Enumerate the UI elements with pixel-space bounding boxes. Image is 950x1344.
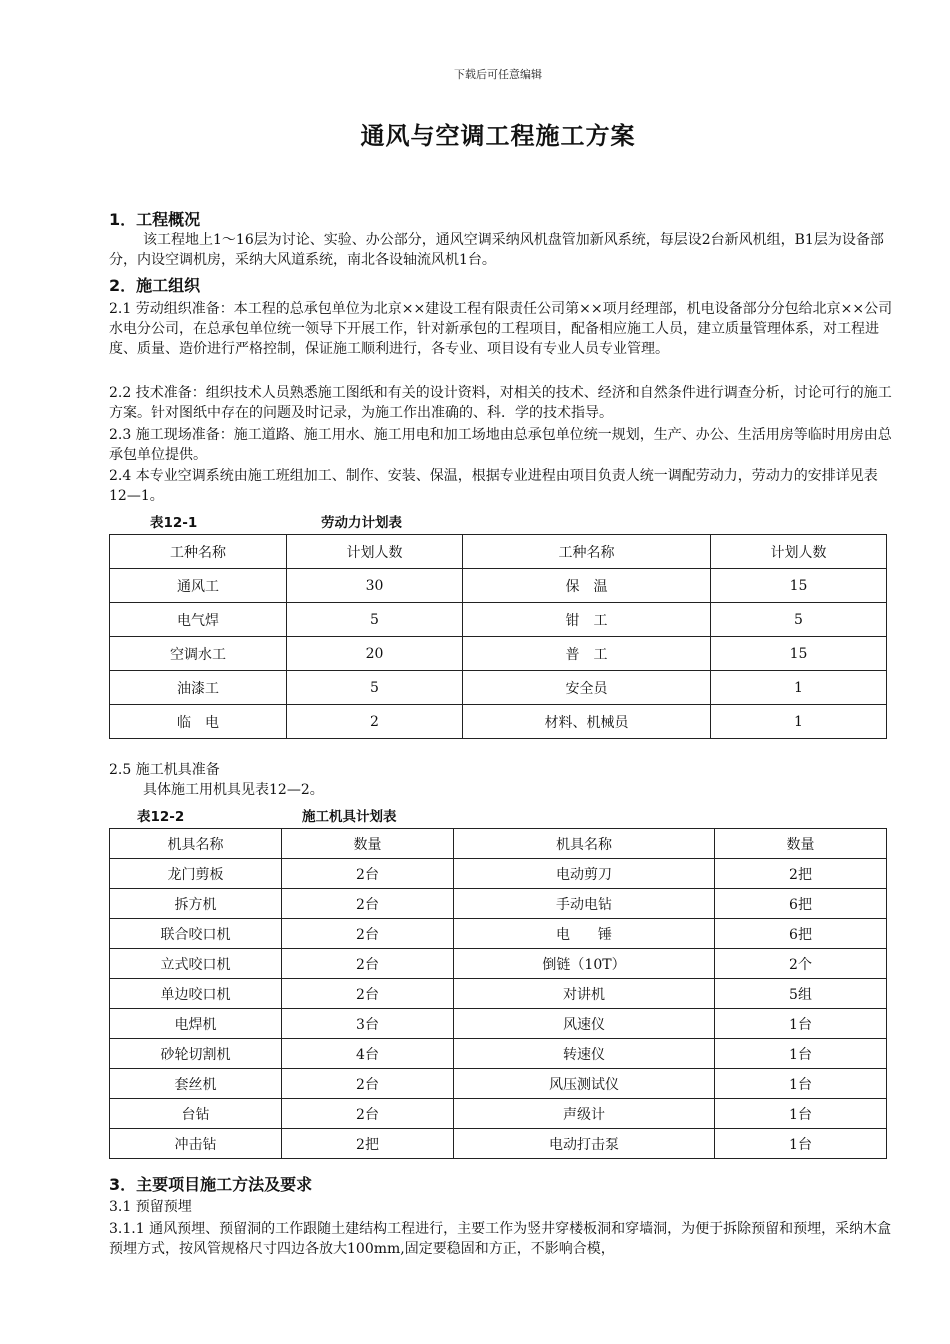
table-cell: 电 锤 bbox=[454, 919, 715, 949]
table-cell: 机具名称 bbox=[110, 829, 282, 859]
table-cell: 1 bbox=[711, 671, 887, 705]
table-row bbox=[110, 1129, 887, 1159]
table-cell: 2台 bbox=[282, 949, 454, 979]
table-row bbox=[110, 979, 887, 1009]
table-cell: 电焊机 bbox=[110, 1009, 282, 1039]
table-cell: 2台 bbox=[282, 1069, 454, 1099]
table-row bbox=[110, 671, 887, 705]
labor-plan-table bbox=[109, 534, 887, 739]
table-cell: 材料、机械员 bbox=[463, 705, 711, 739]
table-cell: 油漆工 bbox=[110, 671, 287, 705]
table-cell: 单边咬口机 bbox=[110, 979, 282, 1009]
section-2-heading: 2．施工组织 bbox=[109, 276, 201, 295]
section-1-heading: 1．工程概况 bbox=[109, 210, 201, 229]
table-cell: 计划人数 bbox=[711, 535, 887, 569]
document-title: 通风与空调工程施工方案 bbox=[360, 122, 636, 150]
section-2-1-paragraph: 2.1 劳动组织准备：本工程的总承包单位为北京××建设工程有限责任公司第××项月经理部，机电设备部分分包给北京××公司水电分公司，在总承包单位统一领导下开展工作，针对新承包的工程项目，配备相应施工人员，建立质量管理体系，对工程进度、质量、造价进行严格控制，保证施工顺利进行，各专业、项目设有专业人员专业管理。 bbox=[109, 301, 893, 357]
table-header-row bbox=[110, 829, 887, 859]
table-row bbox=[110, 569, 887, 603]
section-2-5-heading: 2.5 施工机具准备 bbox=[109, 762, 220, 778]
table-cell: 3台 bbox=[282, 1009, 454, 1039]
table2-label: 表12-2 bbox=[137, 809, 185, 825]
table-row bbox=[110, 1099, 887, 1129]
table-cell: 15 bbox=[711, 637, 887, 671]
table-cell: 台钻 bbox=[110, 1099, 282, 1129]
table-cell: 1台 bbox=[715, 1009, 887, 1039]
table-row bbox=[110, 889, 887, 919]
section-2-2-paragraph: 2.2 技术准备：组织技术人员熟悉施工图纸和有关的设计资料，对相关的技术、经济和自然条件进行调查分析，讨论可行的施工方案。针对图纸中存在的问题及时记录，为施工作出准确的、科．学的技术指导。 bbox=[109, 385, 892, 421]
table-row bbox=[110, 637, 887, 671]
table-cell: 通风工 bbox=[110, 569, 287, 603]
table-row bbox=[110, 1069, 887, 1099]
section-2-5-paragraph: 具体施工用机具见表12—2。 bbox=[143, 782, 324, 798]
table-cell: 立式咬口机 bbox=[110, 949, 282, 979]
table-cell: 1 bbox=[711, 705, 887, 739]
table-cell: 1台 bbox=[715, 1099, 887, 1129]
table-cell: 安全员 bbox=[463, 671, 711, 705]
table-cell: 5 bbox=[287, 603, 463, 637]
table-cell: 15 bbox=[711, 569, 887, 603]
table-cell: 工种名称 bbox=[110, 535, 287, 569]
table-cell: 1台 bbox=[715, 1129, 887, 1159]
section-3-1-heading: 3.1 预留预埋 bbox=[109, 1199, 192, 1215]
table-cell: 5 bbox=[711, 603, 887, 637]
table-cell: 电动打击泵 bbox=[454, 1129, 715, 1159]
table-cell: 电动剪刀 bbox=[454, 859, 715, 889]
table-row bbox=[110, 705, 887, 739]
table-row bbox=[110, 919, 887, 949]
table-cell: 工种名称 bbox=[463, 535, 711, 569]
table-cell: 1台 bbox=[715, 1069, 887, 1099]
table-row bbox=[110, 603, 887, 637]
table-cell: 冲击钻 bbox=[110, 1129, 282, 1159]
table-cell: 风速仪 bbox=[454, 1009, 715, 1039]
table-cell: 龙门剪板 bbox=[110, 859, 282, 889]
table-cell: 套丝机 bbox=[110, 1069, 282, 1099]
table-cell: 砂轮切割机 bbox=[110, 1039, 282, 1069]
table2-title: 施工机具计划表 bbox=[302, 809, 397, 825]
table-cell: 20 bbox=[287, 637, 463, 671]
table1-label: 表12-1 bbox=[150, 515, 198, 531]
section-2-4-paragraph: 2.4 本专业空调系统由施工班组加工、制作、安装、保温，根据专业进程由项目负责人统一调配劳动力，劳动力的安排详见表12—1。 bbox=[109, 468, 878, 504]
table-row bbox=[110, 1039, 887, 1069]
table-cell: 2把 bbox=[715, 859, 887, 889]
table-cell: 1台 bbox=[715, 1039, 887, 1069]
table-cell: 钳 工 bbox=[463, 603, 711, 637]
table-cell: 6把 bbox=[715, 919, 887, 949]
table-cell: 手动电钻 bbox=[454, 889, 715, 919]
table-cell: 机具名称 bbox=[454, 829, 715, 859]
table-row bbox=[110, 949, 887, 979]
table-cell: 6把 bbox=[715, 889, 887, 919]
table-cell: 2台 bbox=[282, 979, 454, 1009]
table-cell: 2台 bbox=[282, 859, 454, 889]
section-1-paragraph: 该工程地上1～16层为讨论、实验、办公部分，通风空调采纳风机盘管加新风系统，每层设2台新风机组，B1层为设备部分，内设空调机房，采纳大风道系统，南北各设轴流风机1台。 bbox=[109, 232, 884, 268]
table-cell: 声级计 bbox=[454, 1099, 715, 1129]
table-cell: 对讲机 bbox=[454, 979, 715, 1009]
table-row bbox=[110, 859, 887, 889]
table-cell: 数量 bbox=[282, 829, 454, 859]
table-cell: 2台 bbox=[282, 1099, 454, 1129]
table-cell: 风压测试仪 bbox=[454, 1069, 715, 1099]
table-cell: 5 bbox=[287, 671, 463, 705]
section-2-3-paragraph: 2.3 施工现场准备：施工道路、施工用水、施工用电和加工场地由总承包单位统一规划，生产、办公、生活用房等临时用房由总承包单位提供。 bbox=[109, 427, 892, 463]
header-note: 下载后可任意编辑 bbox=[454, 68, 542, 81]
table-cell: 倒链（10T） bbox=[454, 949, 715, 979]
section-3-1-1-paragraph: 3.1.1 通风预埋、预留洞的工作跟随土建结构工程进行，主要工作为竖井穿楼板洞和穿墙洞，为便于拆除预留和预埋，采纳木盒预埋方式，按风管规格尺寸四边各放大100mm,固定要稳固和方正，不影响合模， bbox=[109, 1221, 892, 1257]
section-3-heading: 3．主要项目施工方法及要求 bbox=[109, 1175, 313, 1194]
table-cell: 5组 bbox=[715, 979, 887, 1009]
table-cell: 数量 bbox=[715, 829, 887, 859]
table-cell: 30 bbox=[287, 569, 463, 603]
table1-title: 劳动力计划表 bbox=[321, 515, 402, 531]
table-cell: 联合咬口机 bbox=[110, 919, 282, 949]
table-row bbox=[110, 1009, 887, 1039]
table-cell: 计划人数 bbox=[287, 535, 463, 569]
table-cell: 4台 bbox=[282, 1039, 454, 1069]
table-cell: 转速仪 bbox=[454, 1039, 715, 1069]
table-cell: 空调水工 bbox=[110, 637, 287, 671]
table-cell: 保 温 bbox=[463, 569, 711, 603]
table-cell: 2台 bbox=[282, 889, 454, 919]
table-cell: 临 电 bbox=[110, 705, 287, 739]
table-cell: 2 bbox=[287, 705, 463, 739]
table-header-row bbox=[110, 535, 887, 569]
table-cell: 2台 bbox=[282, 919, 454, 949]
table-cell: 2个 bbox=[715, 949, 887, 979]
equipment-plan-table bbox=[109, 828, 887, 1159]
table-cell: 电气焊 bbox=[110, 603, 287, 637]
table-cell: 普 工 bbox=[463, 637, 711, 671]
table-cell: 2把 bbox=[282, 1129, 454, 1159]
table-cell: 拆方机 bbox=[110, 889, 282, 919]
